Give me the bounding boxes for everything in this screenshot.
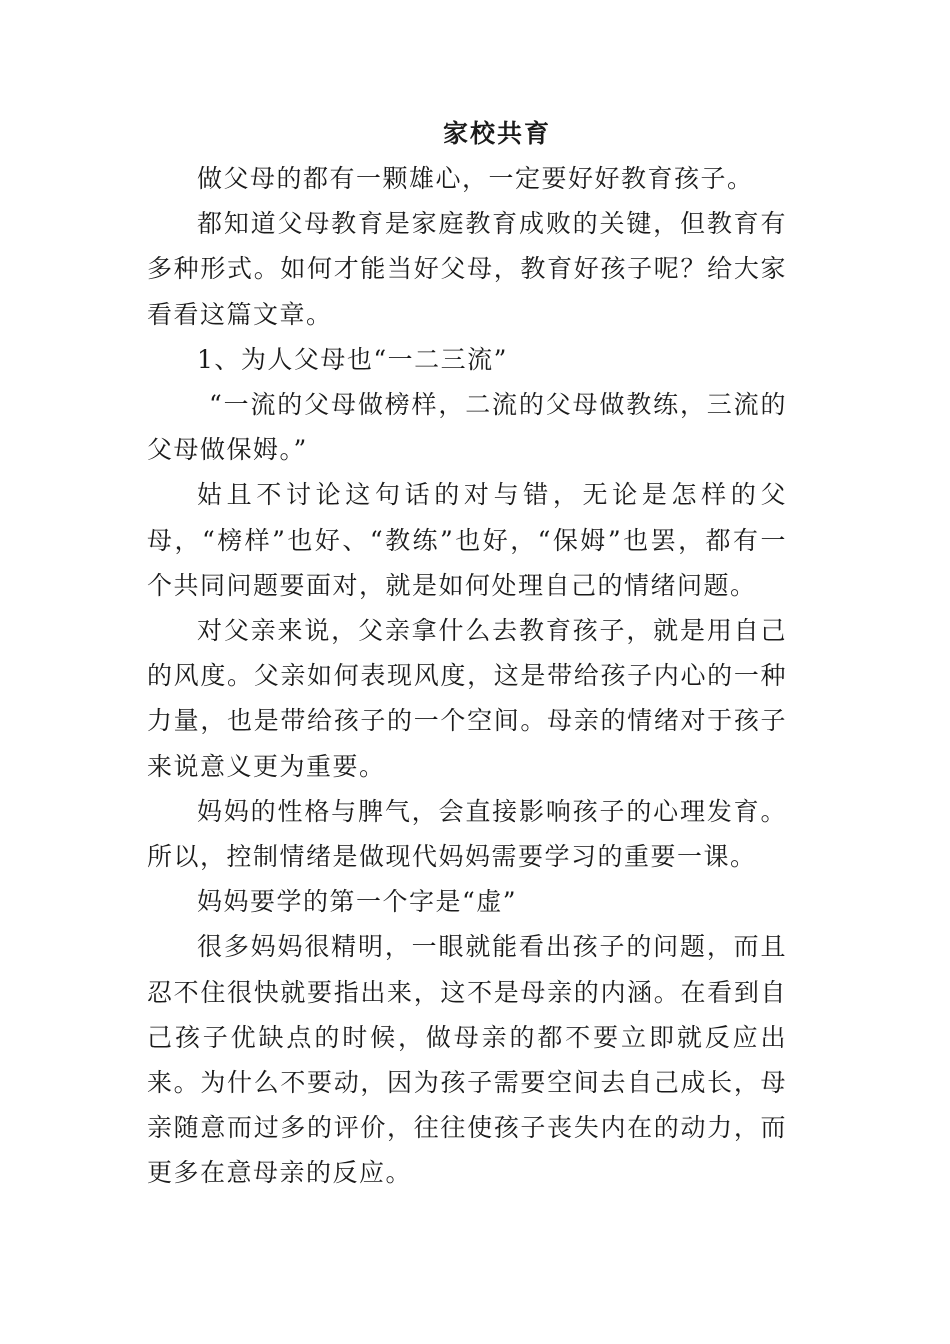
paragraph-3: 姑且不讨论这句话的对与错，无论是怎样的父母，“榜样”也好、“教练”也好，“保姆”也罢，都有一个共同问题要面对，就是如何处理自己的情绪问题。 [147, 480, 787, 600]
paragraph-5: 妈妈的性格与脾气，会直接影响孩子的心理发育。所以，控制情绪是做现代妈妈需要学习的重要一课。 [147, 796, 787, 872]
subheading-xu: 妈妈要学的第一个字是“虚” [197, 887, 518, 917]
document-page [147, 112, 787, 1196]
document-title: 家校共育 [442, 119, 551, 148]
paragraph-2: 都知道父母教育是家庭教育成败的关键，但教育有多种形式。如何才能当好父母，教育好孩子呢？给大家看看这篇文章。 [147, 209, 787, 329]
paragraph-4: 对父亲来说，父亲拿什么去教育孩子，就是用自己的风度。父亲如何表现风度，这是带给孩子内心的一种力量，也是带给孩子的一个空间。母亲的情绪对于孩子来说意义更为重要。 [147, 616, 787, 781]
section-heading-1: 1、为人父母也“一二三流” [197, 344, 508, 374]
paragraph-quote: “一流的父母做榜样，二流的父母做教练，三流的父母做保姆。” [147, 390, 787, 465]
paragraph-1: 做父母的都有一颗雄心，一定要好好教育孩子。 [197, 164, 754, 193]
paragraph-6: 很多妈妈很精明，一眼就能看出孩子的问题，而且忍不住很快就要指出来，这不是母亲的内涵。在看到自己孩子优缺点的时候，做母亲的都不要立即就反应出来。为什么不要动，因为孩子需要空间去自己成长，母亲随意而过多的评价，往往使孩子丧失内在的动力，而更多在意母亲的反应。 [147, 932, 787, 1188]
